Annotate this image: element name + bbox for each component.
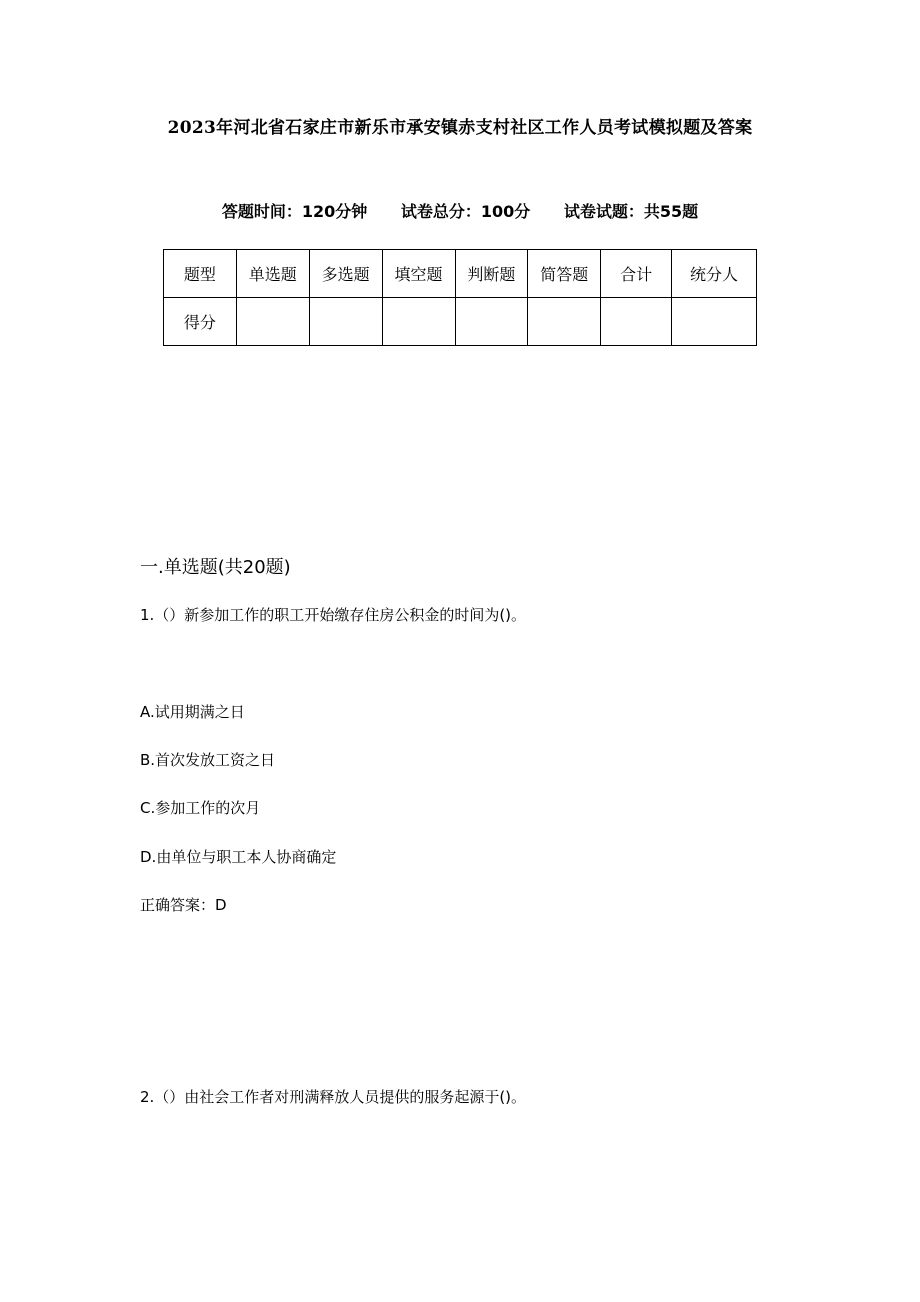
score-table-header-cell: 统分人 [672, 250, 757, 298]
question-option: B.首次发放工资之日 [140, 751, 276, 769]
score-cell-empty [382, 298, 455, 346]
question-option: A.试用期满之日 [140, 703, 245, 721]
score-table-header-cell: 多选题 [309, 250, 382, 298]
score-table-header-cell: 合计 [601, 250, 672, 298]
exam-question-count: 试卷试题：共55题 [563, 202, 699, 221]
score-table-header-cell: 简答题 [528, 250, 601, 298]
score-cell-empty [455, 298, 528, 346]
score-table-header-row [164, 250, 757, 298]
document-title: 2023年河北省石家庄市新乐市承安镇赤支村社区工作人员考试模拟题及答案 [167, 118, 753, 138]
score-table [163, 249, 757, 346]
score-cell-empty [236, 298, 309, 346]
score-table-row-label: 得分 [164, 298, 237, 346]
score-table-header-cell: 题型 [164, 250, 237, 298]
question-stem: 1.（）新参加工作的职工开始缴存住房公积金的时间为()。 [140, 606, 527, 624]
question-option: D.由单位与职工本人协商确定 [140, 848, 337, 866]
score-table-header-cell: 判断题 [455, 250, 528, 298]
score-cell-empty [528, 298, 601, 346]
score-table-header-cell: 填空题 [382, 250, 455, 298]
correct-answer: 正确答案：D [140, 896, 227, 914]
exam-meta [0, 199, 920, 222]
question-option: C.参加工作的次月 [140, 799, 261, 817]
exam-total-score: 试卷总分：100分 [400, 202, 531, 221]
score-cell-empty [309, 298, 382, 346]
score-table-score-row [164, 298, 757, 346]
score-cell-empty [601, 298, 672, 346]
section-title: 一.单选题(共20题) [140, 557, 291, 578]
score-table-header-cell: 单选题 [236, 250, 309, 298]
score-cell-empty [672, 298, 757, 346]
exam-time: 答题时间：120分钟 [221, 202, 368, 221]
question-stem: 2.（）由社会工作者对刑满释放人员提供的服务起源于()。 [140, 1088, 527, 1106]
